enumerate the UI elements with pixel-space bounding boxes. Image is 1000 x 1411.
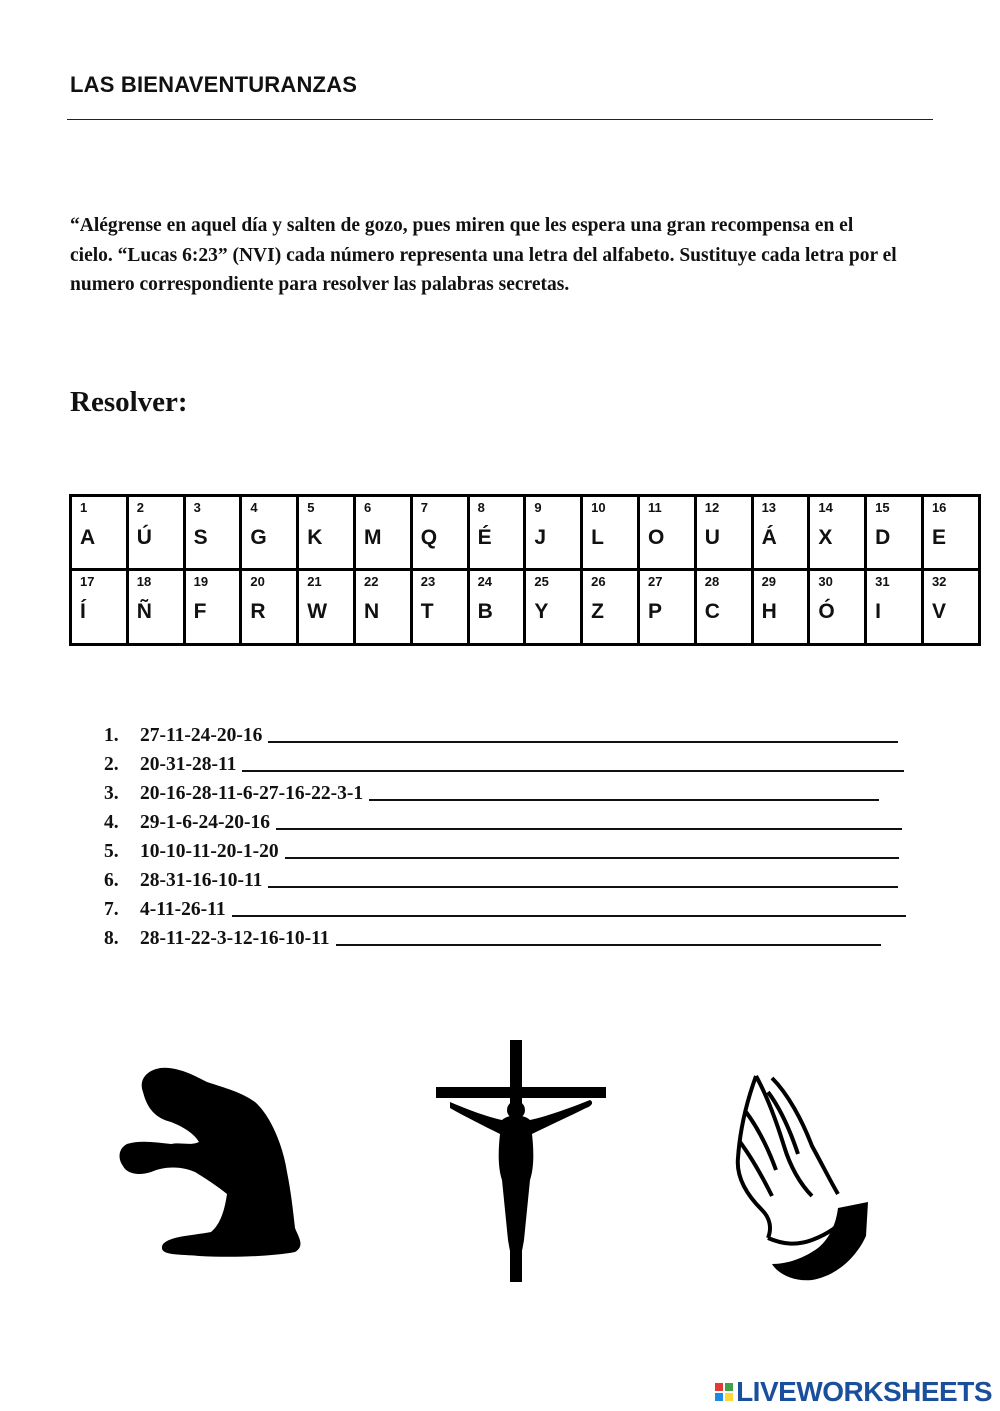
cipher-cell: [71, 496, 128, 570]
cipher-number: 9: [534, 500, 542, 515]
cipher-letter: J: [534, 526, 547, 549]
exercise-item: [104, 808, 906, 837]
liveworksheets-logo[interactable]: [715, 1376, 992, 1408]
cipher-number: 21: [307, 574, 322, 589]
cipher-letter: Í: [80, 600, 86, 623]
page-title: LAS BIENAVENTURANZAS: [70, 72, 358, 97]
cipher-letter: A: [80, 526, 96, 549]
exercise-list: [104, 721, 906, 953]
crucifix-icon: [436, 1040, 608, 1285]
cipher-cell: [752, 496, 809, 570]
cipher-cell: [866, 496, 923, 570]
cipher-number: 10: [591, 500, 606, 515]
cipher-letter: Q: [420, 526, 438, 549]
cipher-number: 13: [761, 500, 777, 515]
cipher-number: 22: [363, 574, 379, 589]
answer-line[interactable]: [276, 808, 902, 830]
cipher-number: 20: [250, 574, 265, 589]
cipher-cell: [184, 496, 241, 570]
exercise-code: 20-31-28-11: [140, 754, 237, 775]
cipher-cell: [184, 570, 241, 645]
cipher-number: 18: [136, 574, 152, 589]
cipher-cell: [127, 570, 184, 645]
cipher-letter: Y: [534, 600, 549, 623]
cipher-cell: [752, 570, 809, 645]
answer-line[interactable]: [268, 721, 898, 743]
exercise-item: [104, 779, 906, 808]
cipher-letter: V: [931, 600, 946, 623]
logo-square-yellow: [725, 1393, 733, 1401]
cipher-number: 26: [591, 574, 606, 589]
cipher-number: 3: [193, 500, 201, 515]
cipher-cell: [354, 496, 411, 570]
cipher-letter: U: [704, 526, 720, 549]
exercise-item: [104, 866, 906, 895]
cipher-letter: F: [193, 600, 207, 623]
cipher-letter: Á: [761, 526, 777, 549]
cipher-cell: [638, 496, 695, 570]
cipher-letter: B: [477, 600, 493, 623]
intro-paragraph: “Alégrense en aquel día y salten de gozo, pues miren que les espera una gran recompensa en el cielo. “Lucas 6:23” (NVI) cada número representa una letra del alfabeto. Sustituye cada letra por el numero correspondiente para resolver las palabras secretas.: [70, 215, 897, 295]
exercise-code: 10-10-11-20-1-20: [140, 841, 279, 862]
kneeling-praying-figure-icon: [115, 1062, 315, 1272]
cipher-letter: É: [477, 526, 492, 549]
cipher-number: 28: [704, 574, 720, 589]
cipher-letter: R: [250, 600, 266, 623]
cipher-cell: [127, 496, 184, 570]
exercise-code: 28-31-16-10-11: [140, 870, 263, 891]
cipher-cell: [468, 570, 525, 645]
cipher-cell: [71, 570, 128, 645]
cipher-number: 2: [136, 500, 145, 515]
cipher-cell: [695, 496, 752, 570]
cipher-cell: [582, 496, 639, 570]
brand-mark-icon: [715, 1383, 733, 1401]
cipher-number: 29: [761, 574, 777, 589]
exercise-number: 3.: [104, 783, 119, 804]
logo-square-blue: [715, 1393, 723, 1401]
exercise-code: 4-11-26-11: [140, 899, 226, 920]
cipher-letter: G: [250, 526, 267, 549]
brand-name: LIVEWORKSHEETS: [736, 1376, 992, 1407]
exercise-item: [104, 924, 906, 953]
cipher-number: 23: [420, 574, 436, 589]
cipher-cell: [922, 570, 979, 645]
section-heading: Resolver:: [70, 386, 188, 418]
cipher-number: 30: [818, 574, 833, 589]
exercise-item: [104, 750, 906, 779]
cipher-cell: [525, 570, 582, 645]
cipher-letter: H: [761, 600, 777, 623]
cipher-cell: [809, 496, 866, 570]
exercise-number: 8.: [104, 928, 119, 949]
cipher-number: 11: [647, 500, 662, 515]
cipher-letter: I: [875, 600, 881, 623]
cipher-cell: [298, 570, 355, 645]
cipher-letter: Z: [591, 600, 604, 623]
cipher-cell: [411, 496, 468, 570]
cipher-letter: C: [704, 600, 720, 623]
cipher-number: 4: [250, 500, 258, 515]
cipher-letter: M: [363, 526, 382, 549]
answer-line[interactable]: [268, 866, 898, 888]
cipher-row-1: [71, 496, 980, 570]
cipher-number: 31: [875, 574, 890, 589]
exercise-number: 1.: [104, 725, 119, 746]
cipher-row-2: [71, 570, 980, 645]
cipher-letter: K: [307, 526, 323, 549]
answer-line[interactable]: [369, 779, 879, 801]
answer-line[interactable]: [242, 750, 904, 772]
cipher-cell: [525, 496, 582, 570]
cipher-cell: [468, 496, 525, 570]
cipher-cell: [638, 570, 695, 645]
cipher-number: 15: [875, 500, 890, 515]
cipher-letter: X: [818, 526, 833, 549]
cipher-letter: L: [591, 526, 604, 549]
cipher-number: 17: [80, 574, 95, 589]
cipher-letter: D: [875, 526, 891, 549]
cipher-number: 5: [307, 500, 315, 515]
cipher-cell: [411, 570, 468, 645]
exercise-number: 5.: [104, 841, 119, 862]
exercise-number: 6.: [104, 870, 119, 891]
cipher-letter: N: [363, 600, 380, 623]
cipher-number: 12: [704, 500, 720, 515]
cipher-letter: Ú: [136, 526, 152, 549]
exercise-item: [104, 895, 906, 924]
cipher-letter: T: [420, 600, 434, 623]
cipher-letter: W: [307, 600, 328, 623]
praying-hands-icon: [732, 1068, 872, 1283]
cipher-letter: Ñ: [136, 600, 152, 623]
exercise-number: 2.: [104, 754, 119, 775]
cipher-number: 19: [193, 574, 209, 589]
exercise-code: 28-11-22-3-12-16-10-11: [140, 928, 330, 949]
exercise-code: 20-16-28-11-6-27-16-22-3-1: [140, 783, 364, 804]
cipher-number: 24: [477, 574, 493, 589]
cipher-number: 14: [818, 500, 833, 515]
cipher-cell: [866, 570, 923, 645]
cipher-cell: [922, 496, 979, 570]
cipher-number: 27: [647, 574, 663, 589]
cipher-number: 8: [477, 500, 485, 515]
exercise-code: 27-11-24-20-16: [140, 725, 263, 746]
cipher-number: 25: [534, 574, 549, 589]
exercise-item: [104, 721, 906, 750]
exercise-number: 4.: [104, 812, 119, 833]
cipher-letter: P: [647, 600, 662, 623]
cipher-number: 16: [931, 500, 947, 515]
answer-line[interactable]: [285, 837, 899, 859]
logo-square-green: [725, 1383, 733, 1391]
cipher-letter: S: [193, 526, 208, 549]
cipher-number: 32: [931, 574, 947, 589]
exercise-item: [104, 837, 906, 866]
cipher-letter: O: [647, 526, 665, 549]
exercise-code: 29-1-6-24-20-16: [140, 812, 270, 833]
cipher-table: [69, 494, 981, 646]
cipher-number: 1: [80, 500, 88, 515]
cipher-number: 7: [420, 500, 429, 515]
cipher-number: 6: [363, 500, 372, 515]
answer-line[interactable]: [232, 895, 906, 917]
cipher-cell: [809, 570, 866, 645]
answer-line[interactable]: [336, 924, 881, 946]
cipher-cell: [241, 496, 298, 570]
cipher-letter: Ó: [818, 600, 835, 623]
logo-square-red: [715, 1383, 723, 1391]
cipher-letter: E: [931, 526, 946, 549]
exercise-number: 7.: [104, 899, 119, 920]
cipher-cell: [582, 570, 639, 645]
cipher-cell: [298, 496, 355, 570]
cipher-cell: [354, 570, 411, 645]
title-divider: [67, 119, 933, 120]
cipher-cell: [695, 570, 752, 645]
cipher-cell: [241, 570, 298, 645]
